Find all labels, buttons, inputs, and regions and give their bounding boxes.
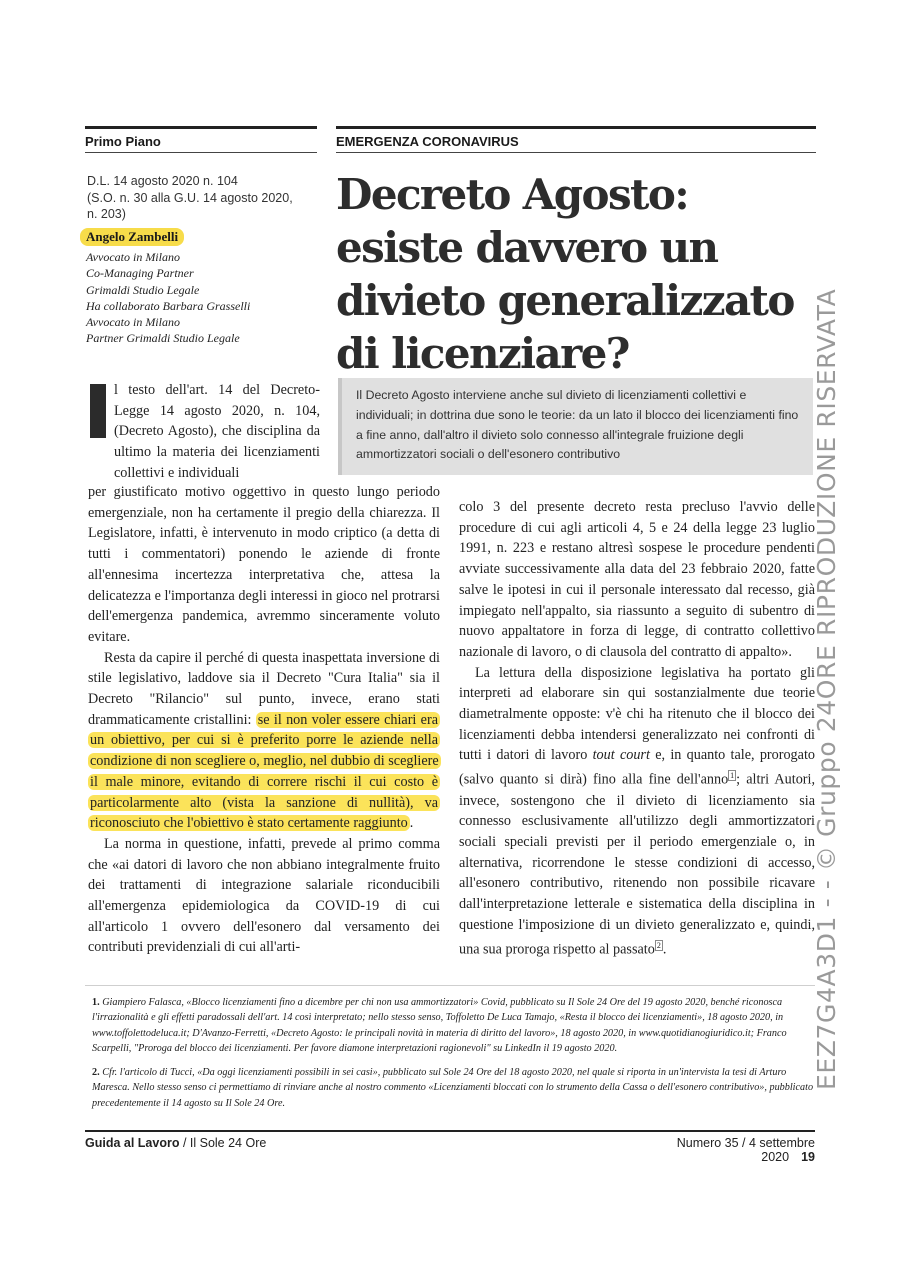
author-roles [86, 249, 321, 347]
footnote-ref[interactable]: 2 [656, 940, 661, 950]
body-paragraph: per giustificato motivo oggettivo in questo lungo periodo emergenziale, non ha certamente il pregio della chiarezza. Il Legislatore, infatti, è intervenuto in modo criptico (a detta di tutti i commentatori) ponendo le aziende di fronte all'ennesima incertezza interpretativa che, attesa la delicatezza e l'importanza degli interessi in gioco nel protrarsi dell'emergenza pandemica, avremmo sinceramente voluto evitare. [88, 484, 440, 645]
headline [336, 168, 816, 380]
author-role: Ha collaborato Barbara Grasselli [86, 298, 251, 313]
footnote-text: Giampiero Falasca, «Blocco licenziamenti fino a dicembre per chi non usa ammortizzatori» Covid, pubblicato su Il Sole 24 Ore del 19 agosto 2020, benché riconosca l'irrazionalità e gli effetti paradossali dell'art. 14 così interpretato; nello stesso senso, Toffoletto De Luca Tamajo, «Resta il blocco dei licenziamenti», 18 agosto 2020, in www.toffolettodeluca.it; D'Avanzo-Ferretti, «Decreto Agosto: le principali novità in materia di diritto del lavoro», 18 agosto 2020, in www.quotidianogiuridico.it; Franco Scarpelli, "Proroga del blocco dei licenziamenti. Per favore diamone interpretazioni ragionevoli" su LinkedIn il 19 agosto 2020. [92, 997, 787, 1054]
author-role: Grimaldi Studio Legale [86, 282, 200, 297]
author-name: Angelo Zambelli [80, 228, 184, 246]
body-paragraph: La norma in questione, infatti, prevede al primo comma che «ai datori di lavoro che non abbiano integralmente fruito dei trattamenti di integrazione salariale riconducibili all'emergenza epidemiologica da COVID-19 di cui all'articolo 1 ovvero dell'esonero dal versamento dei contributi previdenziali di cui all'arti- [88, 835, 440, 956]
topic-label: EMERGENZA CORONAVIRUS [336, 134, 519, 149]
footer-publication [85, 1136, 266, 1150]
footnote [92, 995, 814, 1056]
body-column-left-intro [88, 380, 320, 484]
headline-line: esiste davvero un [336, 223, 718, 272]
headline-line: di licenziare? [336, 329, 629, 378]
issue-info: Numero 35 / 4 settembre 2020 [676, 1136, 815, 1164]
author-role: Partner Grimaldi Studio Legale [86, 331, 240, 346]
author-role: Co-Managing Partner [86, 266, 194, 281]
source-line: D.L. 14 agosto 2020 n. 104 [87, 174, 238, 188]
body-paragraph [459, 663, 815, 960]
summary-box: Il Decreto Agosto interviene anche sul divieto di licenziamenti collettivi e individuali; in dottrina due sono le teorie: da un lato il blocco dei licenziamenti fino a fine anno, dall'altro il divieto solo connesso all'integrale fruizione degli ammortizzatori sociali o dell'esonero contributivo [338, 378, 813, 475]
body-text: La lettura della disposizione legislativa ha portato gli interpreti ad elaborare sin qui sostanzialmente due teorie diametralmente opposte: v'è chi ha ritenuto che il blocco dei licenziamenti debba intendersi generalizzato nei confronti di tutti i datori di lavoro [459, 664, 815, 764]
source-line: n. 203) [87, 207, 126, 221]
header-thin-rule-left [85, 152, 317, 153]
body-text: e, in quanto tale, prorogato (salvo quanto si dirà) fino alla fine dell'anno [459, 747, 815, 788]
body-text: Resta da capire il perché di questa inaspettata inversione di stile legislativo, laddove sia il Decreto "Cura Italia" sia il Decreto "Rilancio" sul punto, invece, erano stati drammaticamente cristallini: [88, 649, 440, 728]
author-role: Avvocato in Milano [86, 250, 180, 264]
body-paragraph-intro: l testo dell'art. 14 del Decreto-Legge 14 agosto 2020, n. 104, (Decreto Agosto), che disciplina da ultimo la materia dei licenziamenti collettivi e individuali [114, 382, 320, 481]
headline-line: Decreto Agosto: [336, 170, 689, 219]
highlighted-text: se il non voler essere chiari era un obiettivo, per cui si è preferito porre le aziende nella condizione di non scegliere o, meglio, nel dubbio di scegliere il male minore, evitando di correre rischi il cui costo è particolarmente alto (vista la sanzione di nullità), va riconosciuto che l'obiettivo è stato certamente raggiunto [90, 711, 439, 832]
source-line: (S.O. n. 30 alla G.U. 14 agosto 2020, [87, 190, 293, 205]
publisher-name: / Il Sole 24 Ore [179, 1136, 267, 1150]
footnote-number: 2. [92, 1067, 100, 1079]
publication-name: Guida al Lavoro [85, 1136, 180, 1150]
headline-line: divieto generalizzato [336, 276, 794, 325]
footnotes [92, 995, 814, 1120]
footnotes-rule [85, 985, 815, 986]
footnote [92, 1065, 814, 1111]
watermark: EEZ7G4A3D1 - - © Gruppo 24ORE RIPRODUZIONE RISERVATA [812, 288, 841, 1090]
body-text: . [409, 815, 414, 832]
source-reference [87, 173, 317, 223]
section-label: Primo Piano [85, 134, 161, 149]
author-role: Avvocato in Milano [86, 315, 180, 330]
body-text: . [662, 941, 667, 958]
page-number: 19 [801, 1150, 815, 1164]
body-paragraph [88, 648, 440, 834]
footnote-ref[interactable]: 1 [730, 771, 735, 781]
footer-issue [620, 1136, 815, 1164]
body-column-right [459, 497, 815, 960]
italic-text: tout court [592, 747, 650, 764]
header-rule-right [336, 126, 816, 129]
header-thin-rule-right [336, 152, 816, 153]
header-rule-left [85, 126, 317, 129]
footnote-number: 1. [92, 997, 100, 1008]
footnote-text: Cfr. l'articolo di Tucci, «Da oggi licenziamenti possibili in sei casi», pubblicato sul Sole 24 Ore del 18 agosto 2020, nel quale si riporta in un'intervista la tesi di Arturo Maresca. Nello stesso senso ci permettiamo di rinviare anche al nostro commento «Licenziamenti bloccati con lo strumento della Cassa o dell'esonero contributivo», pubblicato precedentemente il 14 agosto su Il Sole 24 Ore. [92, 1067, 814, 1109]
body-paragraph: colo 3 del presente decreto resta precluso l'avvio delle procedure di cui agli articoli 4, 5 e 24 della legge 23 luglio 1991, n. 223 e restano altresì sospese le procedure pendenti avviate successivamente alla data del 23 febbraio 2020, fatte salve le ipotesi in cui il personale interessato dal recesso, già impiegato nell'appalto, sia riassunto a seguito di subentro di nuovo appaltatore in forza di legge, di contratto collettivo nazionale di lavoro, o di clausola del contratto di appalto». [459, 499, 815, 660]
body-text: ; altri Autori, invece, sostengono che il divieto di licenziamento sia connesso esclusivamente all'utilizzo degli ammortizzatori sociali speciali previsti per il periodo emergenziale o, in alternativa, ricorrendone le stesse condizioni di accesso, all'esonero contributivo, ritenendo non possibile ricavare dall'interpretazione letterale e sistematica della disciplina in questione l'imposizione di un divieto generalizzato e, quindi, una sua proroga rispetto al passato [459, 771, 816, 958]
body-column-left [88, 482, 440, 958]
footer-rule [85, 1130, 815, 1132]
